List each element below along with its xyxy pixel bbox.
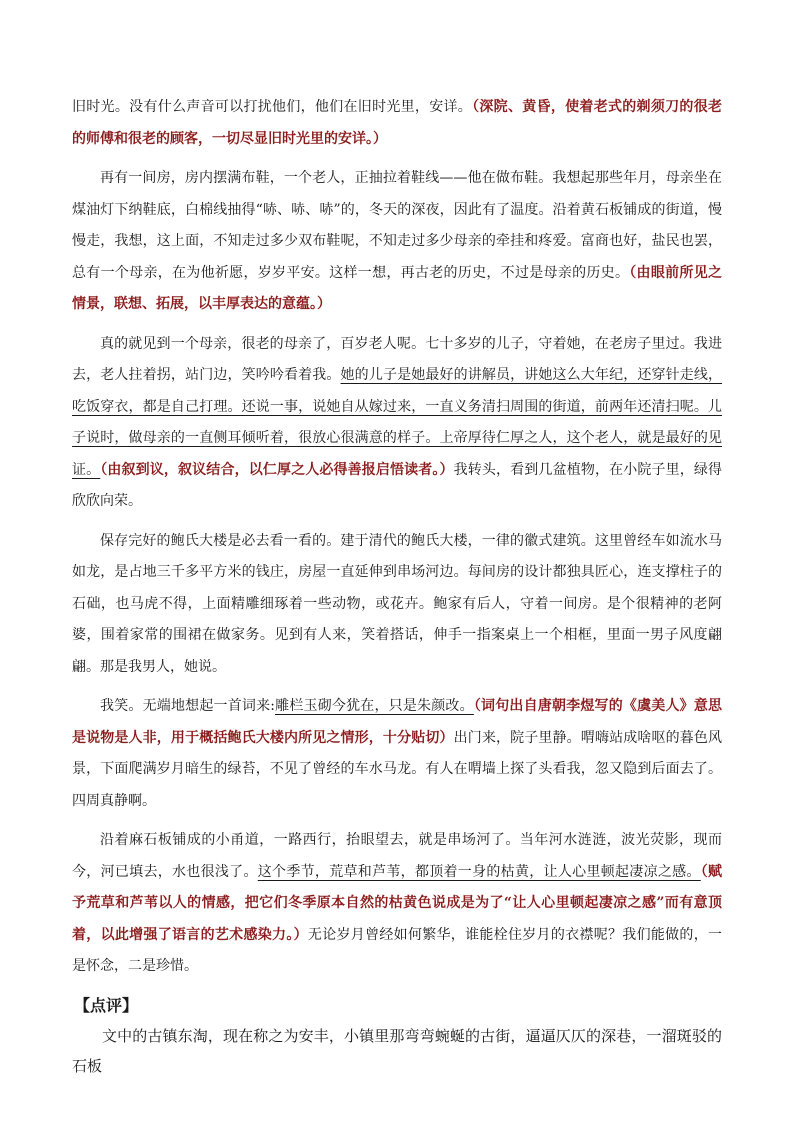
text: 我转头，看到几盆植物，在小院子里，绿得欣欣向荣。 bbox=[72, 461, 723, 509]
paragraph-1 bbox=[72, 92, 722, 155]
text: 再有一间房，房内摆满布鞋，一个老人，正抽拉着鞋线——他在做布鞋。我想起那些年月，母亲坐在煤油灯下纳鞋底，白棉线抽得“哧、哧、哧”的，冬天的深夜，因此有了温度。沿着黄石板铺成的街道，慢慢走，我想，这上面，不知走过多少双布鞋呢，不知走过多少母亲的牵挂和疼爱。富商也好，盐民也罢，总有一个母亲，在为他祈愿，岁岁平安。这样一想，再古老的历史，不过是母亲的历史。 bbox=[72, 170, 722, 281]
text: 无论岁月曾经如何繁华，谁能栓住岁月的衣襟呢？我们能做的，一是怀念，二是珍惜。 bbox=[72, 926, 723, 974]
text: 沿着麻石板铺成的小甬道，一路西行，抬眼望去，就是串场河了。当年河水涟涟，波光荧影，现而今，河已填去，水也很浅了。 bbox=[72, 832, 722, 880]
paragraph-2 bbox=[72, 163, 722, 321]
paragraph-5 bbox=[72, 691, 722, 817]
text: 旧时光。没有什么声音可以打扰他们，他们在旧时光里，安详。 bbox=[72, 99, 473, 115]
text: 出门来，院子里静。喟嗨站成啥呕的暮色风景，下面爬满岁月暗生的绿苔，不见了曾经的车水马龙。有人在喟墙上探了头看我，忽又隐到后面去了。四周真静啊。 bbox=[72, 729, 723, 809]
annotation: （由眼前所见之情景，联想、拓展，以丰厚表达的意蕴。） bbox=[72, 264, 722, 312]
review-text: 文中的古镇东淘，现在称之为安丰，小镇里那弯弯蜿蜒的古街，逼逼仄仄的深巷，一溜斑驳的石板 bbox=[72, 1026, 722, 1075]
paragraph-6 bbox=[72, 825, 722, 983]
annotation: （由叙到议，叙议结合，以仁厚之人必得善报启悟读者。） bbox=[100, 461, 454, 478]
underlined-text: 这个季节，荒草和芦苇，都顶着一身的枯黄，让人心里顿起凄凉之感。 bbox=[257, 863, 701, 880]
annotation: （深院、黄昏，使着老式的剃须刀的很老的师傅和很老的顾客，一切尽显旧时光里的安详。） bbox=[72, 99, 723, 147]
paragraph-4 bbox=[72, 526, 722, 684]
underlined-text: 雕栏玉砌今犹在，只是朱颜改。 bbox=[274, 698, 474, 714]
paragraph-3 bbox=[72, 329, 722, 518]
annotation: （赋予荒草和芦苇以人的情感，把它们冬季原本自然的枯黄色说成是为了“让人心里顿起凄凉之感”而有意顶着，以此增强了语言的艺术感染力。） bbox=[72, 863, 723, 943]
review-heading: 【点评】 bbox=[74, 995, 139, 1015]
annotation: （词句出自唐朝李煜写的《虞美人》意思是说物是人非，用于概括鲍氏大楼内所见之情形，十分贴切） bbox=[72, 698, 723, 746]
underlined-text: 她的儿子是她最好的讲解员，讲她这么大年纪，还穿针走线，吃饭穿衣，都是自己打理。还说一事，说她自从嫁过来，一直义务清扫周围的街道，前两年还清扫呢。儿子说时，做母亲的一直侧耳倾听着，很放心很满意的样子。上帝厚待仁厚之人，这个老人，就是最好的见证。 bbox=[72, 367, 723, 478]
text: 真的就见到一个母亲，很老的母亲了，百岁老人呢。七十多岁的儿子，守着她，在老房子里过。我进去，老人拄着拐，站门边，笑吟吟看着我。 bbox=[72, 335, 722, 383]
text: 我笑。无端地想起一首词来: bbox=[100, 698, 275, 714]
text: 保存完好的鲍氏大楼是必去看一看的。建于清代的鲍氏大楼，一律的徽式建筑。这里曾经车如流水马如龙，是占地三千多平方米的钱庄，房屋一直延伸到串场河边。每间房的设计都独具匠心，连支撑柱子的石础，也马虎不得，上面精雕细琢着一些动物，或花卉。鲍家有后人，守着一间房。是个很精神的老阿婆，围着家常的围裙在做家务。见到有人来，笑着搭话，伸手一指案桌上一个相框，里面一男子风度翩翩。那是我男人，她说。 bbox=[72, 532, 722, 675]
essay-body bbox=[72, 92, 722, 1081]
